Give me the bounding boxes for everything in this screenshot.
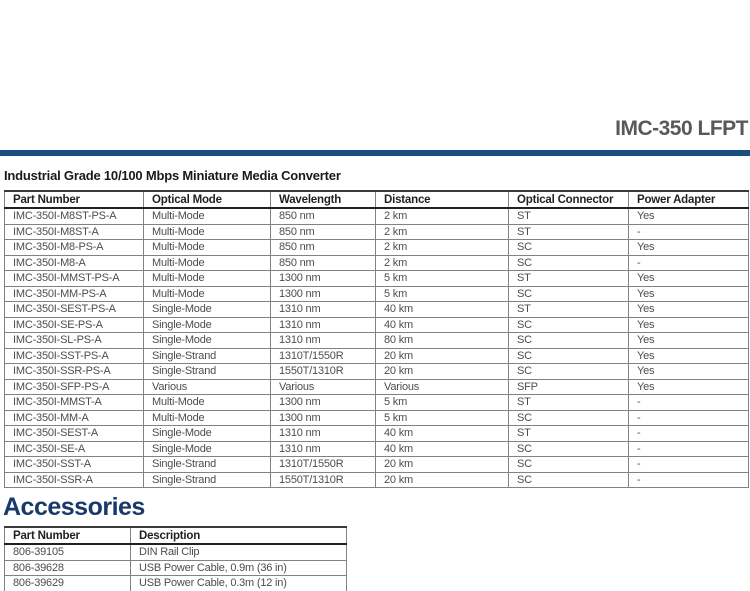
table-cell: Yes [629, 302, 749, 318]
table-cell: Various [271, 379, 376, 395]
table-cell: 1310 nm [271, 302, 376, 318]
header-row [5, 527, 347, 544]
table-cell: SC [509, 333, 629, 349]
table-cell: Single-Mode [144, 333, 271, 349]
table-cell: 850 nm [271, 255, 376, 271]
table-cell: - [629, 472, 749, 488]
table-cell: Yes [629, 240, 749, 256]
table-cell: Various [144, 379, 271, 395]
table-cell: 850 nm [271, 240, 376, 256]
table-cell: SC [509, 472, 629, 488]
table-cell: 806-39105 [5, 544, 131, 560]
table-cell: Multi-Mode [144, 395, 271, 411]
column-header: Description [131, 527, 347, 544]
table-row [5, 271, 749, 287]
table-row [5, 302, 749, 318]
product-spec-table-header [5, 191, 749, 208]
table-cell: - [629, 410, 749, 426]
accessories-table [4, 526, 347, 591]
table-cell: ST [509, 302, 629, 318]
column-header: Wavelength [271, 191, 376, 208]
table-row [5, 317, 749, 333]
table-cell: IMC-350I-M8ST-A [5, 224, 144, 240]
table-cell: IMC-350I-SE-A [5, 441, 144, 457]
table-cell: SC [509, 441, 629, 457]
table-cell: IMC-350I-SEST-PS-A [5, 302, 144, 318]
table-cell: IMC-350I-M8ST-PS-A [5, 208, 144, 224]
table-cell: Multi-Mode [144, 224, 271, 240]
table-row [5, 379, 749, 395]
table-row [5, 286, 749, 302]
table-cell: Yes [629, 364, 749, 380]
table-cell: 1550T/1310R [271, 364, 376, 380]
table-cell: IMC-350I-SE-PS-A [5, 317, 144, 333]
table-row [5, 544, 347, 560]
table-cell: ST [509, 426, 629, 442]
table-cell: 1310 nm [271, 441, 376, 457]
table-cell: 40 km [376, 426, 509, 442]
table-cell: 1310T/1550R [271, 348, 376, 364]
table-cell: 1300 nm [271, 395, 376, 411]
table-cell: 2 km [376, 208, 509, 224]
title-divider-rule [0, 150, 750, 156]
table-row [5, 410, 749, 426]
table-row [5, 395, 749, 411]
table-cell: 20 km [376, 457, 509, 473]
table-row [5, 240, 749, 256]
table-cell: 1310T/1550R [271, 457, 376, 473]
table-cell: 1550T/1310R [271, 472, 376, 488]
table-cell: 1300 nm [271, 286, 376, 302]
table-cell: 20 km [376, 348, 509, 364]
table-cell: SC [509, 240, 629, 256]
table-cell: SC [509, 255, 629, 271]
table-row [5, 255, 749, 271]
table-cell: Yes [629, 333, 749, 349]
table-cell: IMC-350I-SEST-A [5, 426, 144, 442]
table-cell: Various [376, 379, 509, 395]
column-header: Part Number [5, 527, 131, 544]
table-cell: IMC-350I-MMST-PS-A [5, 271, 144, 287]
table-cell: Multi-Mode [144, 208, 271, 224]
table-cell: - [629, 224, 749, 240]
table-cell: Single-Mode [144, 426, 271, 442]
table-row [5, 364, 749, 380]
table-cell: - [629, 255, 749, 271]
table-row [5, 348, 749, 364]
table-cell: 5 km [376, 271, 509, 287]
table-cell: 1310 nm [271, 317, 376, 333]
table-cell: Multi-Mode [144, 410, 271, 426]
table-cell: Single-Mode [144, 317, 271, 333]
table-cell: 80 km [376, 333, 509, 349]
product-spec-table-body [5, 208, 749, 488]
table-row [5, 224, 749, 240]
table-cell: Single-Strand [144, 348, 271, 364]
table-cell: IMC-350I-SSR-PS-A [5, 364, 144, 380]
table-cell: 850 nm [271, 208, 376, 224]
table-cell: 2 km [376, 224, 509, 240]
table-cell: Single-Mode [144, 302, 271, 318]
table-cell: 5 km [376, 286, 509, 302]
table-cell: IMC-350I-MM-PS-A [5, 286, 144, 302]
table-row [5, 560, 347, 576]
table-cell: SC [509, 286, 629, 302]
table-cell: 2 km [376, 240, 509, 256]
table-cell: Yes [629, 348, 749, 364]
accessories-table-header [5, 527, 347, 544]
table-row [5, 426, 749, 442]
table-cell: IMC-350I-MMST-A [5, 395, 144, 411]
product-spec-table [4, 190, 749, 488]
table-cell: Yes [629, 208, 749, 224]
table-cell: IMC-350I-M8-A [5, 255, 144, 271]
table-cell: Multi-Mode [144, 286, 271, 302]
table-row [5, 457, 749, 473]
header-row [5, 191, 749, 208]
table-cell: - [629, 441, 749, 457]
table-cell: USB Power Cable, 0.3m (12 in) [131, 576, 347, 591]
table-cell: SFP [509, 379, 629, 395]
column-header: Part Number [5, 191, 144, 208]
table-cell: IMC-350I-SSR-A [5, 472, 144, 488]
table-cell: SC [509, 348, 629, 364]
table-cell: Yes [629, 379, 749, 395]
table-cell: 1310 nm [271, 426, 376, 442]
table-cell: IMC-350I-SST-A [5, 457, 144, 473]
table-cell: 5 km [376, 410, 509, 426]
table-cell: 40 km [376, 317, 509, 333]
table-cell: - [629, 395, 749, 411]
table-cell: SC [509, 457, 629, 473]
table-cell: Multi-Mode [144, 255, 271, 271]
product-title: IMC-350 LFPT [615, 117, 748, 140]
table-cell: IMC-350I-M8-PS-A [5, 240, 144, 256]
table-cell: 20 km [376, 472, 509, 488]
table-cell: Yes [629, 317, 749, 333]
table-row [5, 441, 749, 457]
table-cell: Single-Strand [144, 364, 271, 380]
accessories-heading: Accessories [3, 493, 145, 521]
table-cell: 1300 nm [271, 271, 376, 287]
table-cell: IMC-350I-SST-PS-A [5, 348, 144, 364]
table-cell: 40 km [376, 441, 509, 457]
table-cell: Yes [629, 271, 749, 287]
table-cell: 2 km [376, 255, 509, 271]
table-cell: 1300 nm [271, 410, 376, 426]
table-cell: Single-Mode [144, 441, 271, 457]
table-cell: Multi-Mode [144, 271, 271, 287]
table-cell: DIN Rail Clip [131, 544, 347, 560]
table-cell: 850 nm [271, 224, 376, 240]
table-cell: 5 km [376, 395, 509, 411]
section-heading: Industrial Grade 10/100 Mbps Miniature Media Converter [4, 168, 341, 183]
table-cell: - [629, 457, 749, 473]
table-cell: USB Power Cable, 0.9m (36 in) [131, 560, 347, 576]
table-cell: ST [509, 208, 629, 224]
table-row [5, 576, 347, 591]
table-cell: 1310 nm [271, 333, 376, 349]
column-header: Optical Mode [144, 191, 271, 208]
table-cell: 806-39629 [5, 576, 131, 591]
table-cell: 20 km [376, 364, 509, 380]
table-row [5, 472, 749, 488]
table-cell: IMC-350I-SL-PS-A [5, 333, 144, 349]
table-cell: Yes [629, 286, 749, 302]
table-cell: Multi-Mode [144, 240, 271, 256]
table-cell: 806-39628 [5, 560, 131, 576]
table-cell: SC [509, 364, 629, 380]
table-row [5, 208, 749, 224]
table-cell: IMC-350I-SFP-PS-A [5, 379, 144, 395]
table-row [5, 333, 749, 349]
table-cell: ST [509, 224, 629, 240]
table-cell: Single-Strand [144, 457, 271, 473]
table-cell: SC [509, 410, 629, 426]
table-cell: ST [509, 395, 629, 411]
table-cell: SC [509, 317, 629, 333]
table-cell: - [629, 426, 749, 442]
table-cell: ST [509, 271, 629, 287]
column-header: Optical Connector [509, 191, 629, 208]
table-cell: 40 km [376, 302, 509, 318]
column-header: Distance [376, 191, 509, 208]
column-header: Power Adapter [629, 191, 749, 208]
accessories-table-body [5, 544, 347, 591]
table-cell: IMC-350I-MM-A [5, 410, 144, 426]
table-cell: Single-Strand [144, 472, 271, 488]
